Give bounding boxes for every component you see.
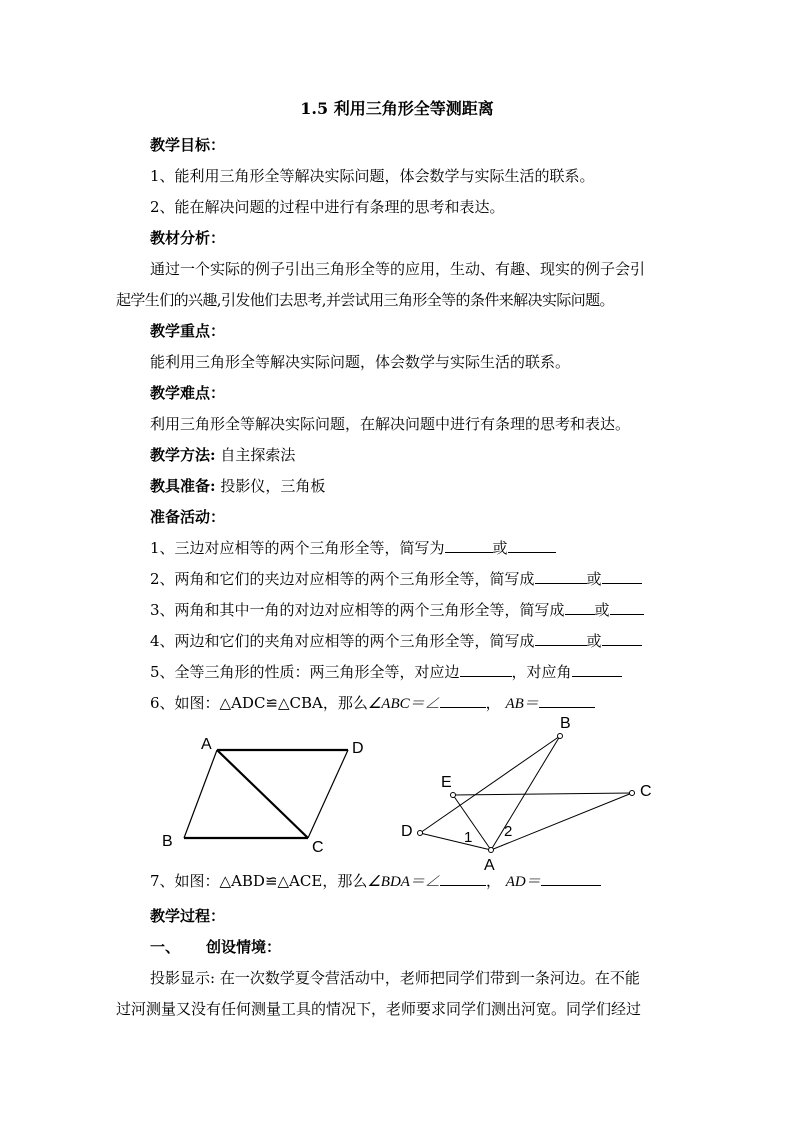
prep-question-1 <box>150 537 556 558</box>
figure-parallelogram <box>160 728 380 858</box>
prep-question-7 <box>150 870 601 891</box>
fill-blank[interactable] <box>565 600 595 615</box>
fill-blank[interactable] <box>539 693 595 708</box>
prep-question-4-text: 4、两边和它们的夹角对应相等的两个三角形全等，简写成 <box>150 632 535 650</box>
fill-blank[interactable] <box>610 600 644 615</box>
segment-ec <box>453 793 632 795</box>
method-heading: 教学方法: <box>150 446 216 464</box>
fill-blank[interactable] <box>602 631 642 646</box>
point-c <box>630 791 635 796</box>
analysis-line-2: 起学生们的兴趣,引发他们去思考,并尝试用三角形全等的条件来解决实际问题。 <box>116 291 614 309</box>
angle-expression: ∠BDA＝∠ <box>367 874 440 890</box>
method-text: 自主探索法 <box>220 446 296 464</box>
segment-expression: AB＝ <box>505 696 539 712</box>
prep-question-1-text: 1、三边对应相等的两个三角形全等，简写为 <box>150 539 445 557</box>
method-row <box>150 444 295 465</box>
difficulty-heading: 教学难点： <box>150 384 226 402</box>
fill-blank[interactable] <box>460 662 512 677</box>
analysis-line-1: 通过一个实际的例子引出三角形全等的应用，生动、有趣、现实的例子会引 <box>150 260 646 278</box>
prep-question-7-text: 7、如图：△ABD≌△ACE，那么 <box>150 872 368 890</box>
fill-blank[interactable] <box>541 871 601 886</box>
fill-blank[interactable] <box>535 569 587 584</box>
prep-question-2 <box>150 568 642 589</box>
segment-expression: AD＝ <box>505 874 541 890</box>
angle-label-2: 2 <box>504 823 513 840</box>
label-d: D <box>401 823 413 840</box>
process-heading: 教学过程： <box>150 907 226 925</box>
label-c: C <box>312 839 324 856</box>
tools-row <box>150 475 325 496</box>
prep-question-6 <box>150 692 595 713</box>
angle-label-1: 1 <box>464 829 473 846</box>
segment-ac <box>491 793 632 850</box>
section-number: 一、 <box>150 938 181 956</box>
keypoint-heading: 教学重点： <box>150 322 226 340</box>
point-a <box>489 848 494 853</box>
or-label: 或 <box>586 570 602 588</box>
objective-item-1: 1、能利用三角形全等解决实际问题，体会数学与实际生活的联系。 <box>150 167 595 185</box>
separator: ， <box>485 872 501 890</box>
figure-triangles <box>396 712 666 872</box>
tools-text: 投影仪，三角板 <box>220 477 326 495</box>
prep-question-3-text: 3、两角和其中一角的对边对应相等的两个三角形全等，简写成 <box>150 601 565 619</box>
point-b <box>558 734 563 739</box>
label-d: D <box>352 740 364 757</box>
analysis-heading: 教材分析： <box>150 229 226 247</box>
fill-blank[interactable] <box>535 631 587 646</box>
separator: ， <box>485 694 501 712</box>
segment-da <box>420 833 491 850</box>
fill-blank[interactable] <box>445 538 493 553</box>
angle-expression: ∠ABC＝∠ <box>367 696 440 712</box>
prep-question-5-text-b: ，对应角 <box>511 663 572 681</box>
page-title: 1.5 利用三角形全等测距离 <box>300 99 494 118</box>
process-line-2: 过河测量又没有任何测量工具的情况下，老师要求同学们测出河宽。同学们经过 <box>116 1000 642 1018</box>
process-line-1: 投影显示: 在一次数学夏令营活动中，老师把同学们带到一条河边。在不能 <box>150 969 640 987</box>
prep-heading: 准备活动： <box>150 508 226 526</box>
or-label: 或 <box>586 632 602 650</box>
fill-blank[interactable] <box>602 569 642 584</box>
prep-question-2-text: 2、两角和它们的夹边对应相等的两个三角形全等，简写成 <box>150 570 535 588</box>
keypoint-text: 能利用三角形全等解决实际问题，体会数学与实际生活的联系。 <box>150 353 571 371</box>
fill-blank[interactable] <box>440 871 486 886</box>
tools-heading: 教具准备: <box>150 477 216 495</box>
label-c: C <box>640 783 652 800</box>
fill-blank[interactable] <box>572 662 622 677</box>
segment-ac <box>217 750 308 838</box>
label-a: A <box>201 736 212 753</box>
section-title: 创设情境： <box>206 938 282 956</box>
section-heading <box>150 936 281 957</box>
label-a: A <box>484 857 495 872</box>
difficulty-text: 利用三角形全等解决实际问题，在解决问题中进行有条理的思考和表达。 <box>150 415 631 433</box>
or-label: 或 <box>492 539 508 557</box>
prep-question-4 <box>150 630 642 651</box>
segment-ab <box>491 736 560 850</box>
label-e: E <box>441 774 452 791</box>
segment-dc <box>308 750 348 838</box>
prep-question-5-text: 5、全等三角形的性质：两三角形全等，对应边 <box>150 663 460 681</box>
prep-question-3 <box>150 599 644 620</box>
or-label: 或 <box>594 601 610 619</box>
point-e <box>451 793 456 798</box>
segment-ab <box>184 750 217 838</box>
fill-blank[interactable] <box>440 693 486 708</box>
point-d <box>418 831 423 836</box>
label-b: B <box>162 833 173 850</box>
prep-question-6-text: 6、如图：△ADC≌△CBA，那么 <box>150 694 368 712</box>
objective-item-2: 2、能在解决问题的过程中进行有条理的思考和表达。 <box>150 198 505 216</box>
fill-blank[interactable] <box>508 538 556 553</box>
objectives-heading: 教学目标： <box>150 136 226 154</box>
label-b: B <box>560 715 571 732</box>
prep-question-5 <box>150 661 622 682</box>
